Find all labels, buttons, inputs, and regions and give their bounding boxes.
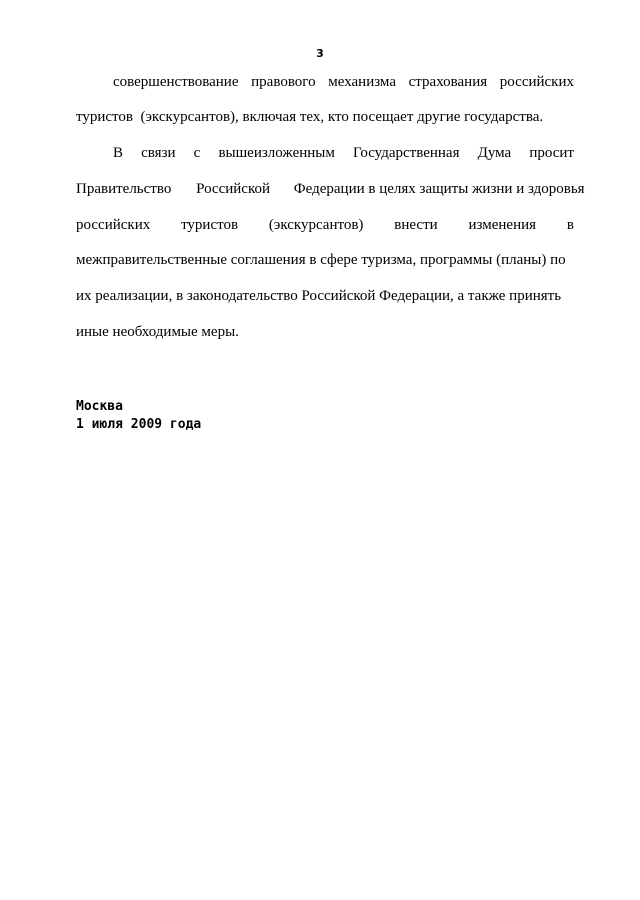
word: Правительство [76, 181, 172, 197]
word: просит [529, 145, 574, 161]
word: с [193, 145, 201, 161]
word: Российской [196, 181, 271, 197]
word: Федерации в целях защиты жизни и здоровья [293, 181, 585, 197]
text-line [76, 286, 574, 306]
word: Дума [477, 145, 512, 161]
signature-date: 1 июля 2009 года [76, 417, 202, 432]
word: российских [499, 74, 574, 90]
word: изменения [468, 217, 537, 233]
word: совершенствование [113, 74, 239, 90]
text-line [113, 72, 574, 92]
text-line [113, 143, 574, 163]
text-line [76, 250, 574, 270]
signature-place: Москва [76, 399, 123, 414]
text-line: туристов (экскурсантов), включая тех, кто посещает другие государства. [76, 109, 544, 125]
page-number: 3 [316, 47, 324, 60]
word: межправительственные соглашения в сфере туризма, программы (планы) по [76, 252, 566, 268]
word: туристов [181, 217, 239, 233]
word: В [113, 145, 124, 161]
text-line [76, 215, 574, 235]
text-line: иные необходимые меры. [76, 324, 239, 340]
word: (экскурсантов) [268, 217, 364, 233]
word: их реализации, в законодательство Российской Федерации, а также принять [76, 288, 562, 304]
text-line [76, 179, 585, 199]
word: в [566, 217, 574, 233]
word: вышеизложенным [218, 145, 335, 161]
word: механизма [328, 74, 396, 90]
word: правового [251, 74, 316, 90]
word: внести [394, 217, 438, 233]
word: российских [76, 217, 151, 233]
word: страхования [408, 74, 488, 90]
word: связи [141, 145, 176, 161]
word: Государственная [352, 145, 460, 161]
